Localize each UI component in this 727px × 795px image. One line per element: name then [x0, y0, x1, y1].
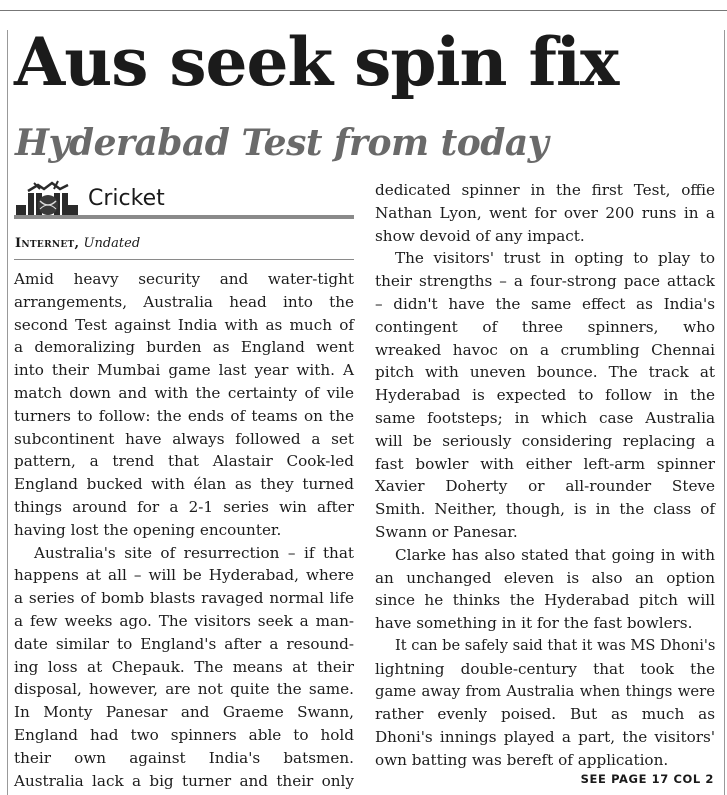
section-tag [14, 179, 354, 221]
section-rule [14, 215, 354, 219]
article-line: Australia's site of resurrection – if that [34, 543, 354, 562]
dateline [15, 234, 140, 254]
article-line: disposal, however, are not quite the same. [14, 680, 354, 699]
article-line: game away from Australia when things were [375, 682, 715, 700]
article-line: England bucked with élan as they turned [14, 475, 354, 494]
article-line: having lost the opening encounter. [14, 520, 282, 539]
article-line: It can be safely said that it was MS Dhoni's [395, 636, 716, 654]
article-line: their strengths – a four-strong pace attack [375, 272, 715, 291]
article-line: into their Mumbai game last year with. A [14, 361, 354, 380]
right-border-rule [724, 30, 725, 795]
article-line: a demoralizing burden as England went [14, 338, 354, 357]
article-line: Xavier Doherty or all-rounder Steve [375, 477, 715, 496]
left-border-rule [7, 30, 8, 795]
article-line: dedicated spinner in the first Test, offie [375, 181, 715, 199]
article-line: a few weeks ago. The visitors seek a man- [14, 611, 354, 630]
article-line: Australia lack a big turner and their only [14, 771, 354, 790]
article-line: pitch with uneven bounce. The track at [375, 363, 715, 382]
article-column-left [14, 268, 354, 792]
article-line: an unchanged eleven is also an option [375, 568, 715, 587]
article-line: Smith. Neither, though, is in the class of [375, 500, 715, 519]
article-line: things around for a 2-1 series win after [14, 497, 354, 516]
article-line: lightning double-century that took the [375, 659, 715, 678]
cricket-ball-stumps-icon [14, 179, 82, 219]
article-line: ing loss at Chepauk. The means at their [14, 657, 354, 676]
article-line: fast bowler with either left-arm spinner [375, 454, 715, 473]
article-line: contingent of three spinners, who [375, 317, 715, 336]
article-line: England had two spinners able to hold [14, 725, 354, 744]
article-line: Amid heavy security and water-tight [14, 270, 354, 288]
article-line: – didn't have the same effect as India's [375, 294, 715, 313]
article-line: their own against India's batsmen. [14, 748, 354, 767]
article-line: since he thinks the Hyderabad pitch will [375, 591, 715, 610]
article-line: Clarke has also stated that going in with [395, 545, 715, 564]
top-rule [0, 10, 727, 11]
continuation-jump-line: SEE PAGE 17 COL 2 [580, 772, 714, 786]
article-line: In Monty Panesar and Graeme Swann, [14, 703, 354, 722]
article-line: Dhoni's innings played a part, the visitors' [375, 728, 715, 747]
article-line: a series of bomb blasts ravaged normal life [14, 589, 354, 608]
article-line: wreaked havoc on a crumbling Chennai [375, 340, 715, 359]
article-line: will be seriously considering replacing a [375, 431, 715, 450]
article-line: The visitors' trust in opting to play to [395, 249, 715, 268]
dateline-place: Internet, [15, 236, 80, 251]
article-line: rather evenly poised. But as much as [375, 705, 715, 724]
subheadline: Hyderabad Test from today [15, 122, 549, 164]
dateline-rule [14, 259, 354, 260]
article-line: date similar to England's after a resound- [14, 634, 354, 653]
article-line: have something in it for the fast bowlers. [375, 614, 693, 633]
article-line: show devoid of any impact. [375, 226, 585, 245]
article-line: Hyderabad is expected to follow in the [375, 386, 715, 405]
article-column-right [375, 179, 715, 772]
headline: Aus seek spin fix [14, 23, 619, 101]
article-line: subcontinent have always followed a set [14, 429, 354, 448]
section-label: Cricket [88, 186, 165, 211]
article-line: own batting was bereft of application. [375, 750, 669, 769]
article-line: pattern, a trend that Alastair Cook-led [14, 452, 354, 471]
dateline-when: Undated [83, 236, 141, 251]
article-line: same footsteps; in which case Australia [375, 408, 715, 427]
article-line: match down and with the certainty of vile [14, 383, 354, 402]
article-line: second Test against India with as much of [14, 315, 354, 334]
article-line: arrangements, Australia head into the [14, 292, 354, 311]
article-line: happens at all – will be Hyderabad, where [14, 566, 354, 585]
article-line: Nathan Lyon, went for over 200 runs in a [375, 203, 715, 222]
article-line: turners to follow: the ends of teams on the [14, 406, 354, 425]
article-line: Swann or Panesar. [375, 522, 518, 541]
